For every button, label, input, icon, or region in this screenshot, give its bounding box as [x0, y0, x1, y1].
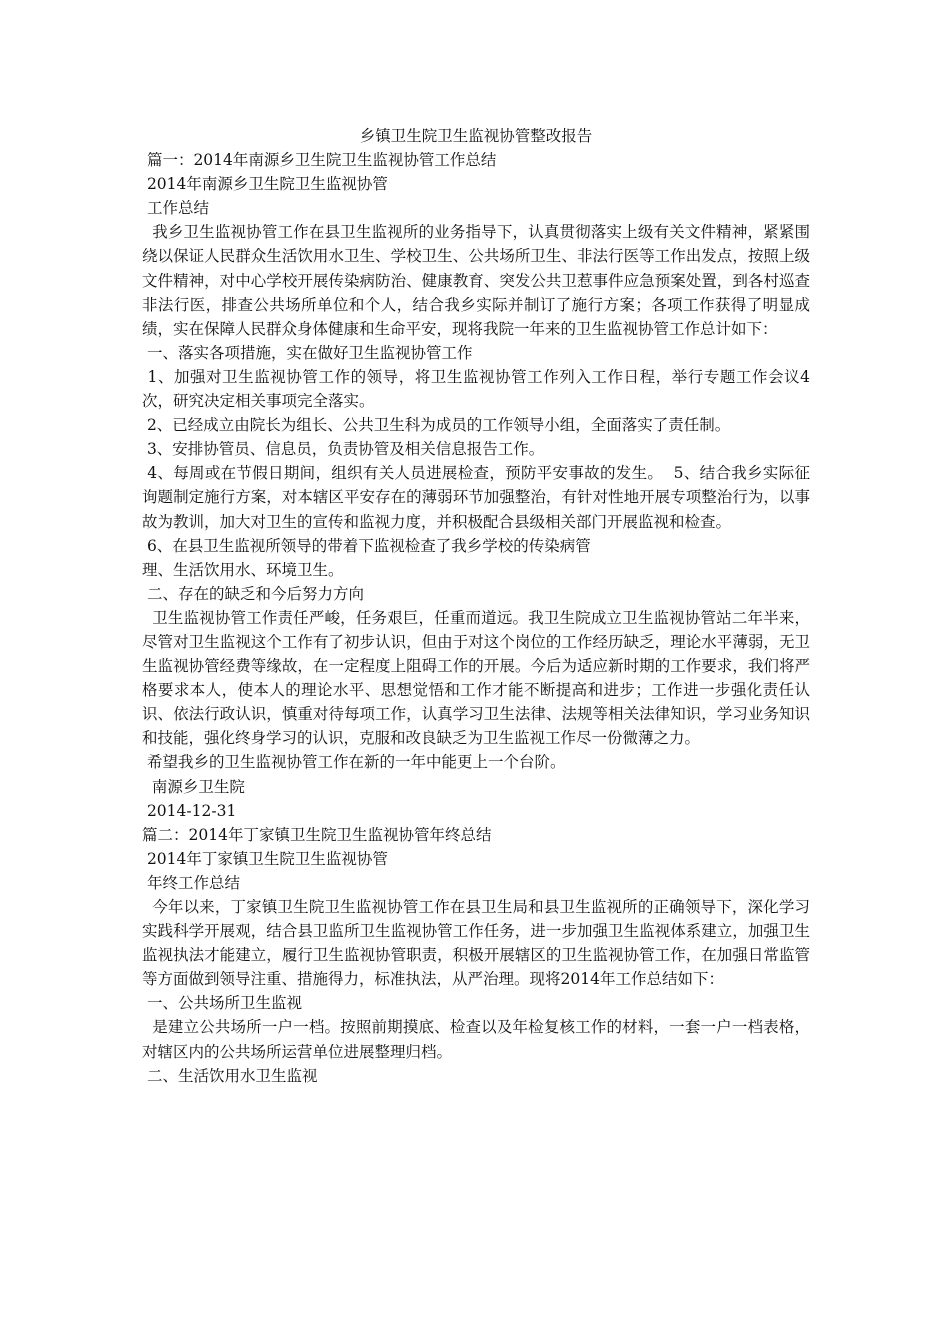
part2-heading: 篇二：2014年丁家镇卫生院卫生监视协管年终总结	[142, 825, 492, 844]
part1-subtitle-2: 工作总结	[142, 199, 209, 218]
part1-intro-paragraph: 我乡卫生监视协管工作在县卫生监视所的业务指导下，认真贯彻落实上级有关文件精神，紧紧围绕以保证人民群众生活饮用水卫生、学校卫生、公共场所卫生、非法行医等工作出发点，按照上级文件精神，对中心学校开展传染病防治、健康教育、突发公共卫惹事件应急预案处置，到各村巡查非法行医，排查公共场所单位和个人，结合我乡实际并制订了施行方案；各项工作获得了明显成绩，实在保障人民群众身体健康和生命平安，现将我院一年来的卫生监视协管工作总计如下：	[142, 223, 810, 338]
part2-intro-paragraph: 今年以来，丁家镇卫生院卫生监视协管工作在县卫生局和县卫生监视所的正确领导下，深化学习实践科学开展观，结合县卫监所卫生监视协管工作任务，进一步加强卫生监视体系建立，加强卫生监视执法才能建立，履行卫生监视协管职责，积极开展辖区的卫生监视协管工作，在加强日常监管等方面做到领导注重、措施得力，标准执法，从严治理。现将2014年工作总结如下：	[142, 898, 810, 989]
part2-subtitle-2: 年终工作总结	[142, 873, 240, 892]
part1-section-1-heading: 一、落实各项措施，实在做好卫生监视协管工作	[142, 343, 473, 362]
part1-item-1: 1、加强对卫生监视协管工作的领导，将卫生监视协管工作列入工作日程，举行专题工作会议4次，研究决定相关事项完全落实。	[142, 367, 810, 411]
part1-signature: 南源乡卫生院	[142, 777, 245, 796]
document-title: 乡镇卫生院卫生监视协管整改报告	[359, 127, 593, 145]
part1-date: 2014-12-31	[142, 801, 237, 820]
document-page	[142, 124, 810, 1088]
part1-item-6: 6、在县卫生监视所领导的带着下监视检查了我乡学校的传染病管	[142, 536, 591, 555]
part1-heading: 篇一：2014年南源乡卫生院卫生监视协管工作总结	[142, 151, 497, 170]
part1-item-4-5: 4、每周或在节假日期间，组织有关人员进展检查，预防平安事故的发生。 5、结合我乡实际征询题制定施行方案，对本辖区平安存在的薄弱环节加强整治，有针对性地开展专项整治行为，以事故为教训，加大对卫生的宣传和监视力度，并积极配合县级相关部门开展监视和检查。	[142, 464, 810, 531]
part2-section-1-paragraph: 是建立公共场所一户一档。按照前期摸底、检查以及年检复核工作的材料，一套一户一档表格，对辖区内的公共场所运营单位进展整理归档。	[142, 1018, 810, 1061]
part2-subtitle: 2014年丁家镇卫生院卫生监视协管	[142, 849, 388, 868]
part1-subtitle: 2014年南源乡卫生院卫生监视协管	[142, 175, 388, 194]
part1-closing: 希望我乡的卫生监视协管工作在新的一年中能更上一个台阶。	[142, 753, 566, 772]
part1-item-6-cont: 理、生活饮用水、环境卫生。	[142, 560, 344, 579]
part1-item-2: 2、已经成立由院长为组长、公共卫生科为成员的工作领导小组，全面落实了责任制。	[142, 416, 731, 435]
part1-section-2-heading: 二、存在的缺乏和今后努力方向	[142, 584, 364, 603]
part2-section-1-heading: 一、公共场所卫生监视	[142, 994, 302, 1013]
part2-section-2-heading: 二、生活饮用水卫生监视	[142, 1066, 318, 1085]
part1-item-3: 3、安排协管员、信息员，负责协管及相关信息报告工作。	[142, 440, 545, 459]
part1-section-2-paragraph: 卫生监视协管工作责任严峻，任务艰巨，任重而道远。我卫生院成立卫生监视协管站二年半来，尽管对卫生监视这个工作有了初步认识，但由于对这个岗位的工作经历缺乏，理论水平薄弱，无卫生监视协管经费等缘故，在一定程度上阻碍工作的开展。今后为适应新时期的工作要求，我们将严格要求本人，使本人的理论水平、思想觉悟和工作才能不断提高和进步；工作进一步强化责任认识、依法行政认识，慎重对待每项工作，认真学习卫生法律、法规等相关法律知识，学习业务知识和技能，强化终身学习的认识，克服和改良缺乏为卫生监视工作尽一份微薄之力。	[142, 608, 810, 748]
